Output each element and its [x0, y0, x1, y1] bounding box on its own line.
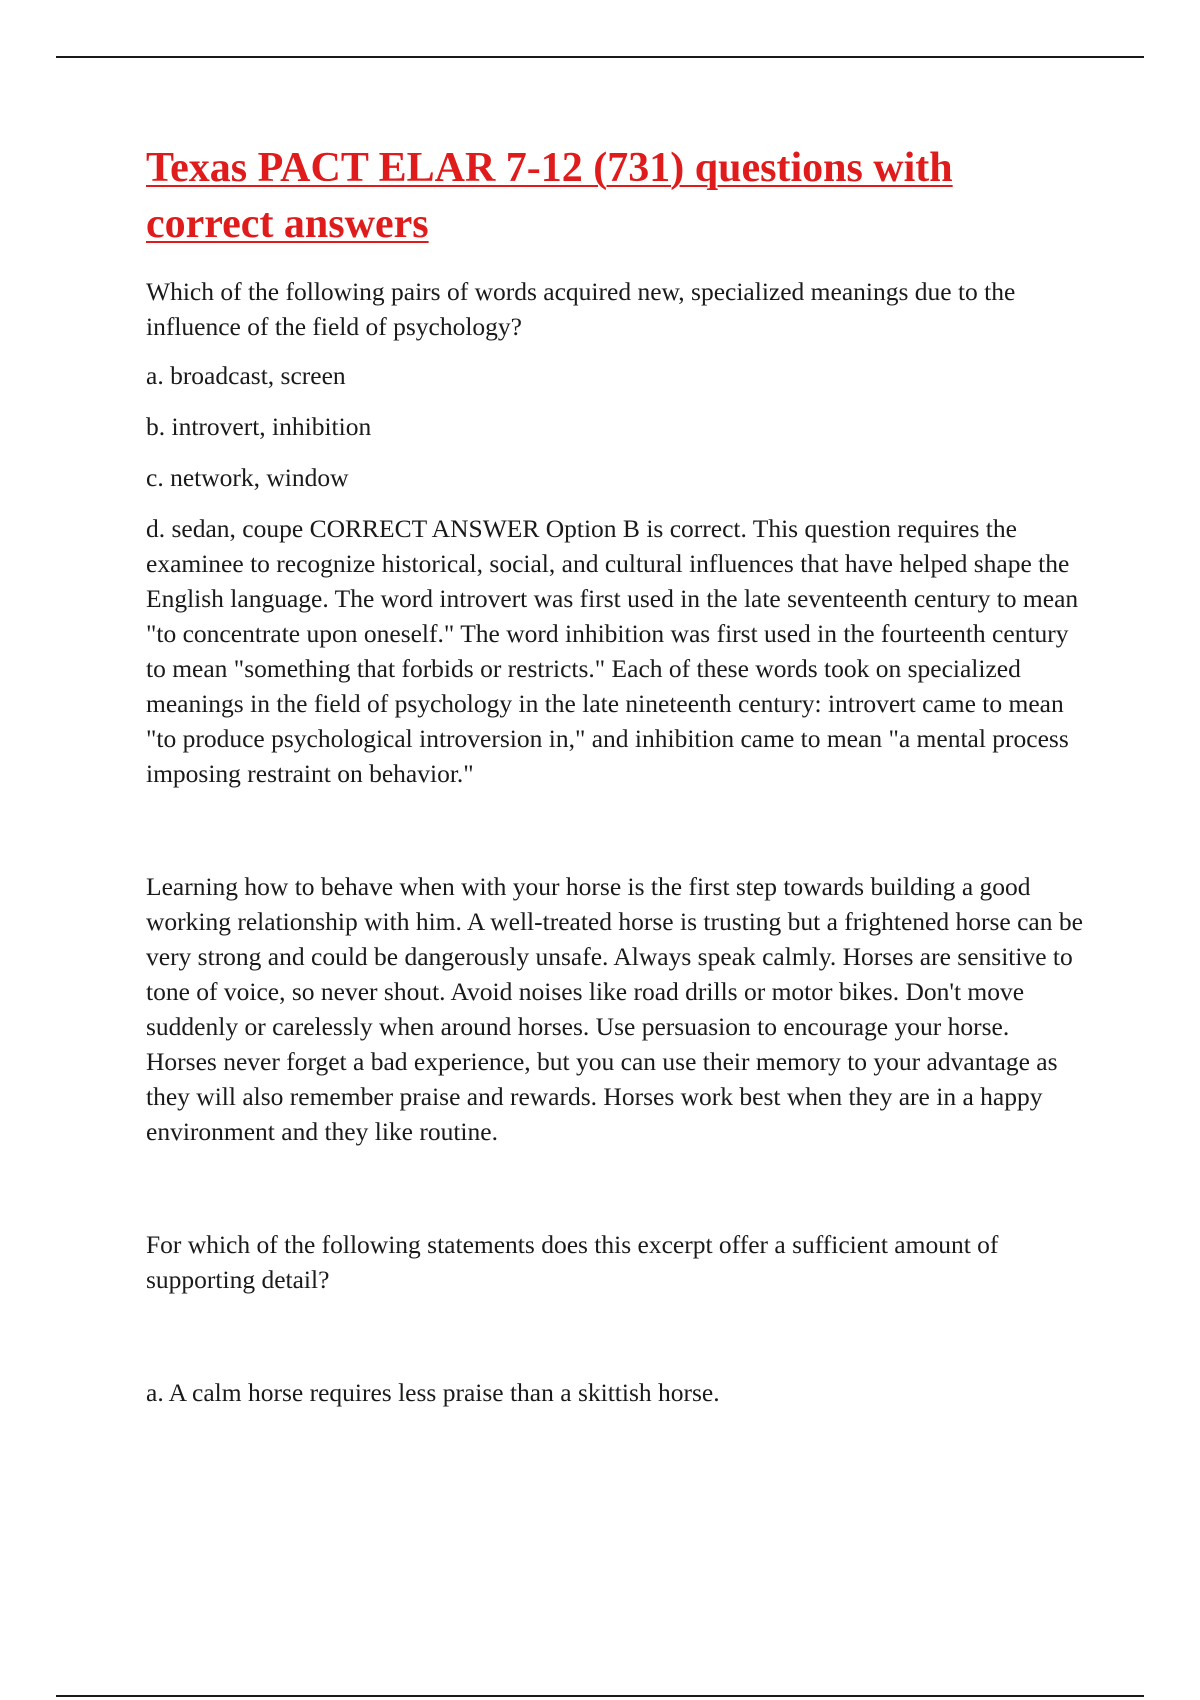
- question-2-text: For which of the following statements does this excerpt offer a sufficient amount of supporting detail?: [146, 1230, 999, 1294]
- question-1-option-c: c. network, window: [146, 463, 349, 492]
- document-body: [146, 140, 1086, 1426]
- question-1-option-a: a. broadcast, screen: [146, 361, 346, 390]
- question-2-option-a: a. A calm horse requires less praise than a skittish horse.: [146, 1378, 720, 1407]
- reading-passage: Learning how to behave when with your horse is the first step towards building a good working relationship with him. A well-treated horse is trusting but a frightened horse can be very strong and could be dangerously unsafe. Always speak calmly. Horses are sensitive to tone of voice, so never shout. Avoid noises like road drills or motor bikes. Don't move suddenly or carelessly when around horses. Use persuasion to encourage your horse. Horses never forget a bad experience, but you can use their memory to your advantage as they will also remember praise and rewards. Horses work best when they are in a happy environment and they like routine.: [146, 872, 1083, 1146]
- question-1-text: Which of the following pairs of words acquired new, specialized meanings due to the influence of the field of psychology?: [146, 277, 1016, 341]
- question-1-option-d-with-answer: d. sedan, coupe CORRECT ANSWER Option B is correct. This question requires the examinee to recognize historical, social, and cultural influences that have helped shape the English language. The word introvert was first used in the late seventeenth century to mean "to concentrate upon oneself." The word inhibition was first used in the fourteenth century to mean "something that forbids or restricts." Each of these words took on specialized meanings in the field of psychology in the late nineteenth century: introvert came to mean "to produce psychological introversion in," and inhibition came to mean "a mental process imposing restraint on behavior.": [146, 514, 1079, 788]
- top-rule: [56, 56, 1144, 58]
- document-title: Texas PACT ELAR 7-12 (731) questions with correct answers: [146, 145, 953, 247]
- bottom-rule: [56, 1695, 1144, 1697]
- question-1-option-b: b. introvert, inhibition: [146, 412, 372, 441]
